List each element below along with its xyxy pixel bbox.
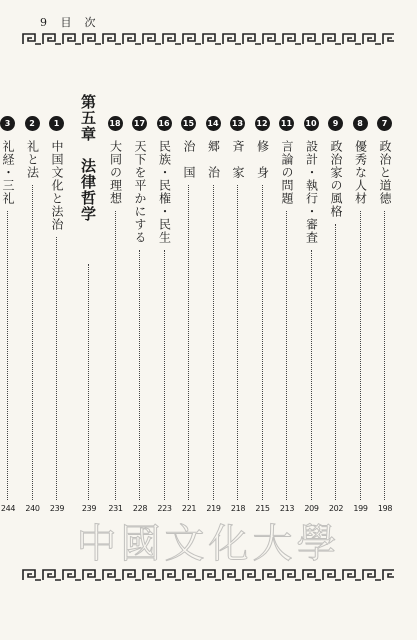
- bottom-decorative-border: [22, 568, 394, 582]
- toc-entry[interactable]: [229, 116, 247, 530]
- entry-number-badge: 16: [157, 116, 172, 131]
- toc-entry[interactable]: [254, 116, 272, 530]
- toc-entry[interactable]: [278, 116, 296, 530]
- chapter-page-number: 239: [81, 504, 97, 513]
- toc-entry[interactable]: [131, 116, 149, 530]
- toc-entry[interactable]: [376, 116, 394, 530]
- entry-title: 民族・民権・民生: [157, 140, 172, 244]
- entry-title: 治 国: [182, 140, 196, 179]
- entry-number-badge: 13: [230, 116, 245, 131]
- entry-title: 斉 家: [231, 140, 245, 179]
- entry-number-badge: 14: [206, 116, 221, 131]
- leader-dots: [360, 211, 361, 500]
- entry-page-number: 213: [279, 504, 295, 513]
- entry-title: 設計・執行・審査: [304, 140, 319, 244]
- entry-title: 大同の理想: [108, 140, 123, 205]
- entry-title: 礼と法: [25, 140, 40, 179]
- entry-number-badge: 1: [49, 116, 64, 131]
- toc-entry[interactable]: [205, 116, 223, 530]
- leader-dots: [237, 185, 238, 500]
- toc-entry[interactable]: [327, 116, 345, 530]
- entry-number-badge: 18: [108, 116, 123, 131]
- entry-page-number: 221: [181, 504, 197, 513]
- leader-dots: [335, 224, 336, 500]
- page-header: [40, 14, 111, 30]
- entry-title: 天下を平かにする: [133, 140, 147, 244]
- entry-page-number: 240: [25, 504, 40, 513]
- entry-page-number: 219: [206, 504, 221, 513]
- leader-dots: [188, 185, 189, 500]
- entry-page-number: 202: [328, 504, 344, 513]
- entry-number-badge: 9: [328, 116, 343, 131]
- toc-entry[interactable]: [24, 116, 42, 530]
- leader-dots: [7, 211, 8, 500]
- entry-number-badge: 10: [304, 116, 319, 131]
- leader-dots: [311, 250, 312, 500]
- leader-dots: [56, 237, 57, 500]
- entry-page-number: 223: [157, 504, 172, 513]
- entry-number-badge: 11: [279, 116, 294, 131]
- leader-dots: [164, 250, 165, 500]
- leader-dots: [262, 185, 263, 500]
- toc-entry[interactable]: [156, 116, 174, 530]
- leader-dots: [115, 211, 116, 500]
- entry-title: 政治と道徳: [378, 140, 392, 205]
- leader-dots: [213, 185, 214, 500]
- entry-page-number: 199: [353, 504, 368, 513]
- toc-entry[interactable]: [303, 116, 321, 530]
- entry-title: 言論の問題: [280, 140, 294, 205]
- entry-page-number: 209: [304, 504, 319, 513]
- entry-number-badge: 7: [377, 116, 392, 131]
- toc-entry[interactable]: [48, 116, 66, 530]
- leader-dots: [139, 250, 140, 500]
- entry-title: 政治家の風格: [329, 140, 343, 218]
- entry-page-number: 218: [230, 504, 246, 513]
- entry-page-number: 215: [255, 504, 270, 513]
- entry-page-number: 231: [108, 504, 123, 513]
- entry-number-badge: 3: [0, 116, 15, 131]
- page-number: 9: [40, 16, 48, 29]
- chapter-title: 第五章 法律哲学: [79, 94, 97, 222]
- leader-dots: [286, 211, 287, 500]
- entry-title: 中国文化と法治: [50, 140, 64, 231]
- entry-number-badge: 17: [132, 116, 147, 131]
- entry-title: 郷 治: [206, 140, 221, 179]
- entry-page-number: 228: [132, 504, 148, 513]
- entry-number-badge: 2: [25, 116, 40, 131]
- leader-dots: [32, 185, 33, 500]
- toc-entry[interactable]: [352, 116, 370, 530]
- entry-number-badge: 12: [255, 116, 270, 131]
- chapter-heading[interactable]: [78, 94, 100, 530]
- entry-page-number: 239: [49, 504, 65, 513]
- entry-title: 礼経・三礼: [1, 140, 15, 205]
- top-decorative-border: [22, 32, 394, 46]
- watermark: 中國文化大學: [76, 521, 341, 567]
- section-title: 目 次: [60, 16, 97, 29]
- entry-page-number: 198: [377, 504, 393, 513]
- toc-entry[interactable]: [107, 116, 125, 530]
- leader-dots: [384, 211, 385, 500]
- entry-page-number: 244: [0, 504, 16, 513]
- toc-entry[interactable]: [180, 116, 198, 530]
- entry-number-badge: 15: [181, 116, 196, 131]
- entry-number-badge: 8: [353, 116, 368, 131]
- entry-title: 優秀な人材: [353, 140, 368, 205]
- toc-entry[interactable]: [0, 116, 17, 530]
- leader-dots: [88, 264, 89, 500]
- entry-title: 修 身: [255, 140, 270, 179]
